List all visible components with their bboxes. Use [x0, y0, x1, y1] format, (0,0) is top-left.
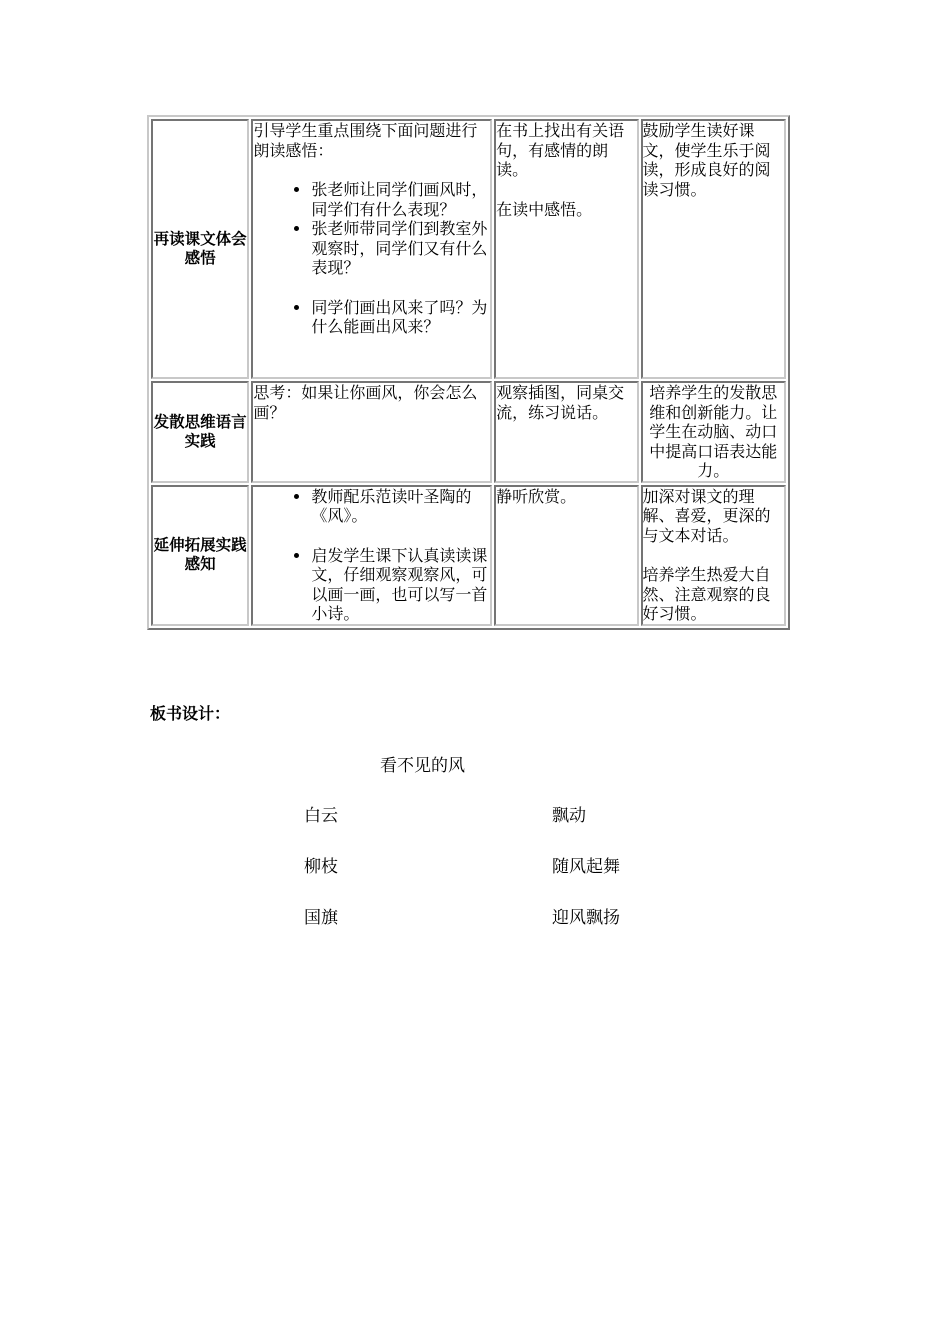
stage-cell: 再读课文体会感悟 [151, 119, 249, 379]
stage-cell: 发散思维语言实践 [151, 381, 249, 483]
intent-text: 培养学生的发散思维和创新能力。让学生在动脑、动口中提高口语表达能力。 [649, 383, 778, 480]
table-row [151, 485, 786, 626]
student-text: 观察插图，同桌交流，练习说话。 [496, 383, 625, 422]
stage-cell: 延伸拓展实践感知 [151, 485, 249, 626]
board-left-item: 白云 [304, 806, 338, 826]
board-left-item: 柳枝 [304, 857, 338, 877]
student-text: 静听欣赏。 [496, 486, 577, 506]
teacher-bullet-list [253, 487, 490, 624]
student-activity-cell [494, 381, 638, 483]
table-row [151, 381, 786, 483]
lesson-plan-table [147, 115, 790, 630]
teacher-activity-cell [251, 119, 492, 379]
design-intent-cell [641, 119, 786, 379]
list-item: • 教师配乐范读叶圣陶的《风》。 [311, 487, 490, 526]
design-intent-cell [641, 381, 786, 483]
board-right-item: 随风起舞 [552, 857, 620, 877]
intent-text: 鼓励学生读好课文，使学生乐于阅读，形成良好的阅读习惯。 [642, 121, 771, 199]
design-intent-cell [641, 485, 786, 626]
student-text: 在读中感悟。 [496, 199, 593, 219]
teacher-intro: 引导学生重点围绕下面问题进行朗读感悟： [253, 121, 478, 160]
student-activity-cell [494, 485, 638, 626]
board-right-item: 迎风飘扬 [552, 908, 620, 928]
intent-text: 培养学生热爱大自然、注意观察的良好习惯。 [642, 565, 771, 623]
table-row [151, 119, 786, 379]
list-item: • 启发学生课下认真读读课文，仔细观察观察风，可以画一画，也可以写一首小诗。 [311, 546, 490, 624]
student-activity-cell [494, 119, 638, 379]
board-title: 看不见的风 [380, 756, 465, 776]
teacher-activity-cell [251, 381, 492, 483]
board-left-item: 国旗 [304, 908, 338, 928]
teacher-bullet-list [253, 180, 490, 337]
intent-text: 加深对课文的理解、喜爱，更深的与文本对话。 [642, 486, 771, 545]
board-right-item: 飘动 [552, 806, 586, 826]
list-item: • 同学们画出风来了吗？为什么能画出风来？ [311, 298, 490, 337]
list-item: • 张老师带同学们到教室外观察时，同学们又有什么表现？ [311, 219, 490, 278]
teacher-activity-cell [251, 485, 492, 626]
board-design-heading: 板书设计： [150, 704, 231, 723]
list-item: • 张老师让同学们画风时，同学们有什么表现？ [311, 180, 490, 219]
teacher-intro: 思考：如果让你画风，你会怎么画？ [253, 383, 478, 422]
student-text: 在书上找出有关语句，有感情的朗读。 [496, 121, 625, 179]
